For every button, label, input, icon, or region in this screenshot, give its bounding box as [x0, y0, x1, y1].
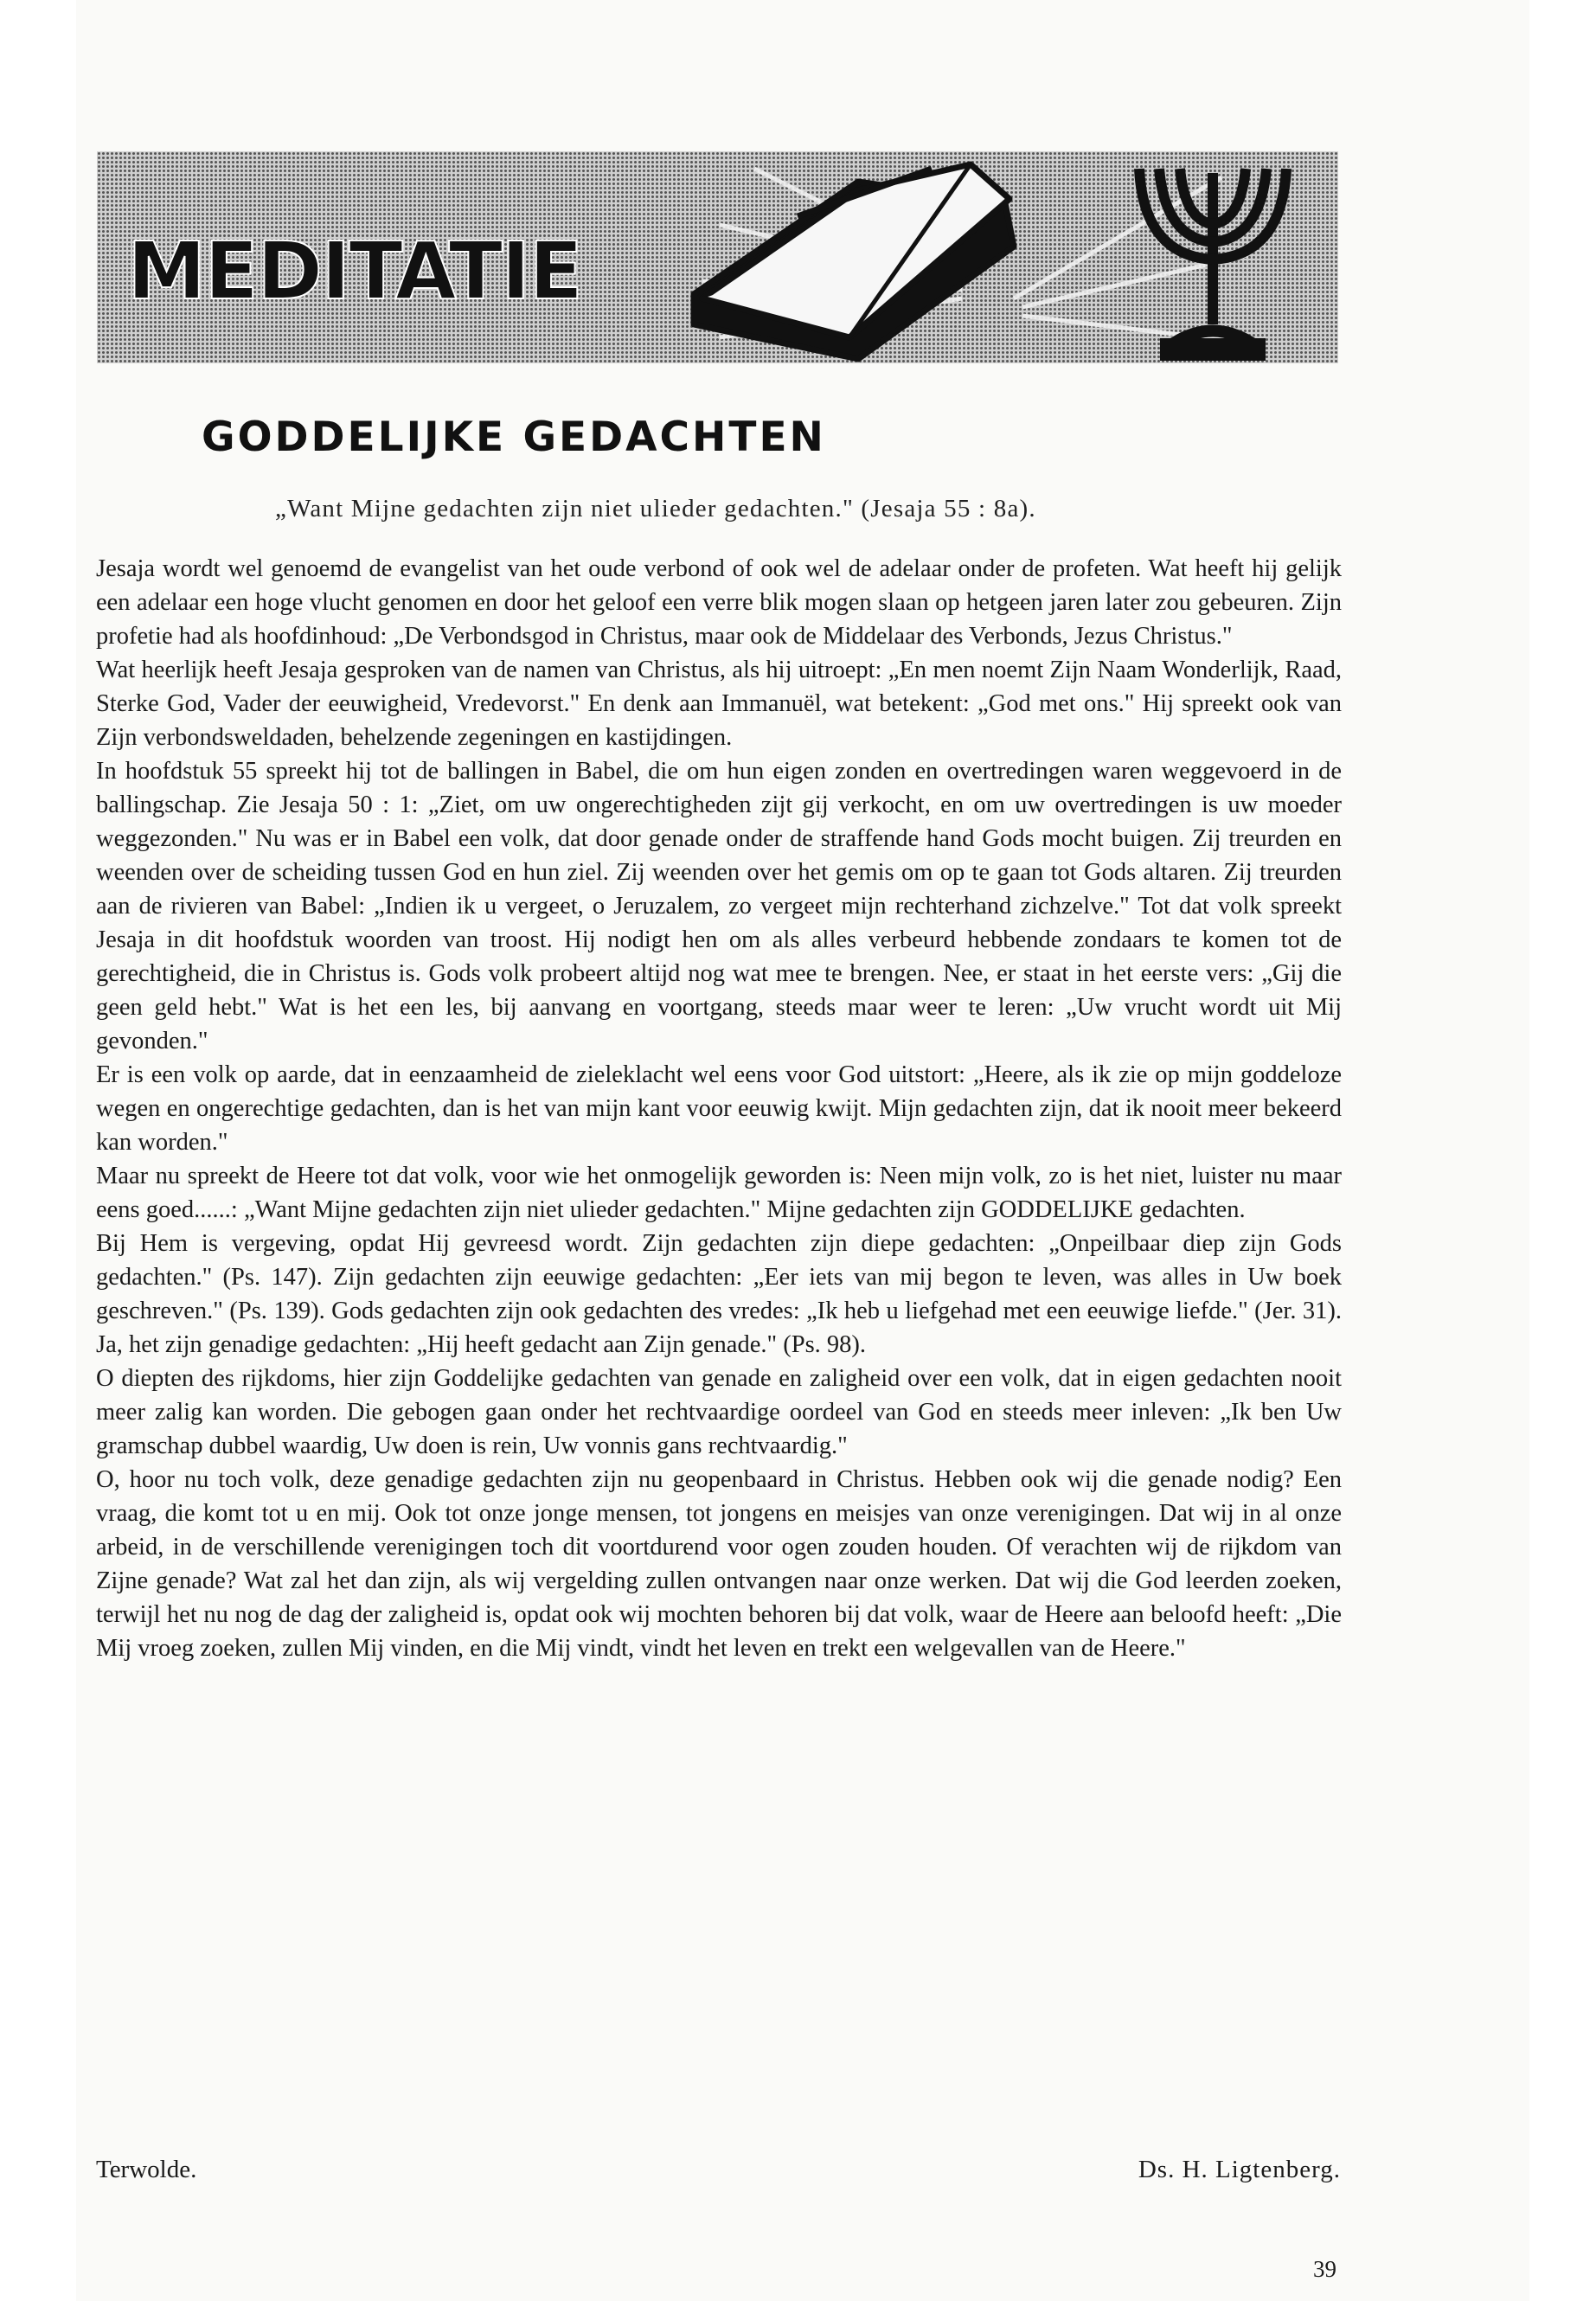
epigraph: „Want Mijne gedachten zijn niet ulieder gedachten." (Jesaja 55 : 8a).: [275, 495, 1036, 522]
paragraph: In hoofdstuk 55 spreekt hij tot de ballingen in Babel, die om hun eigen zonden en overtredingen waren weggevoerd in de ballingschap. Zie Jesaja 50 : 1: „Ziet, om uw ongerechtigheden zijt gij verkocht, en om uw overtredingen is uw moeder weggezonden." Nu was er in Babel een volk, dat door genade onder de straffende hand Gods mocht buigen. Zij treurden en weenden over de scheiding tussen God en hun ziel. Zij weenden over het gemis om op te gaan tot Gods altaren. Zij treurden aan de rivieren van Babel: „Indien ik u vergeet, o Jeruzalem, zo vergeet mijn rechterhand zichzelve." Tot dat volk spreekt Jesaja in dit hoofdstuk woorden van troost. Hij nodigt hen om als alles verbeurd hebbende zondaars te komen tot de gerechtigheid, die in Christus is. Gods volk probeert altijd nog wat mee te brengen. Nee, er staat in het eerste vers: „Gij die geen geld hebt." Wat is het een les, bij aanvang en voortgang, steeds maar weer te leren: „Uw vrucht wordt uit Mij gevonden.": [96, 758, 1342, 1054]
paragraph: O, hoor nu toch volk, deze genadige gedachten zijn nu geopenbaard in Christus. Hebben ook wij die genade nodig? Een vraag, die komt tot u en mij. Ook tot onze jonge mensen, tot jongens en meisjes van onze verenigingen. Dat wij in al onze arbeid, in de verschillende verenigingen toch dit voortdurend voor ogen zouden houden. Of verachten wij de rijkdom van Zijne genade? Wat zal het dan zijn, als wij vergelding zullen ontvangen naar onze werken. Dat wij die God leerden zoeken, terwijl het nu nog de dag der zaligheid is, opdat ook wij mochten behoren bij dat volk, waar de Heere aan beloofd heeft: „Die Mij vroeg zoeken, zullen Mij vinden, en die Mij vindt, vindt het leven en trekt een welgevallen van de Heere.": [96, 1466, 1342, 1662]
paragraph: O diepten des rijkdoms, hier zijn Goddelijke gedachten van genade en zaligheid over een volk, dat in eigen gedachten nooit meer zalig kan worden. Die gebogen gaan onder het rechtvaardige oordeel van God en steeds meer inleven: „Ik ben Uw gramschap dubbel waardig, Uw doen is rein, Uw vonnis gans rechtvaardig.": [96, 1365, 1342, 1459]
author-signature: Ds. H. Ligtenberg.: [1138, 2156, 1341, 2183]
article-body: [96, 552, 1342, 1665]
paragraph: Jesaja wordt wel genoemd de evangelist van het oude verbond of ook wel de adelaar onder de profeten. Wat heeft hij gelijk een adelaar een hoge vlucht genomen en door het geloof een verre blik mogen slaan op hetgeen jaren later zou gebeuren. Zijn profetie had als hoofdinhoud: „De Verbondsgod in Christus, maar ook de Middelaar des Verbonds, Jezus Christus.": [96, 555, 1342, 650]
place-name: Terwolde.: [96, 2156, 197, 2183]
paragraph: Bij Hem is vergeving, opdat Hij gevreesd wordt. Zijn gedachten zijn diepe gedachten: „Onpeilbaar diep zijn Gods gedachten." (Ps. 147). Zijn gedachten zijn eeuwige gedachten: „Eer iets van mij begon te leven, was alles in Uw boek geschreven." (Ps. 139). Gods gedachten zijn ook gedachten des vredes: „Ik heb u liefgehad met een eeuwige liefde." (Jer. 31). Ja, het zijn genadige gedachten: „Hij heeft gedacht aan Zijn genade." (Ps. 98).: [96, 1230, 1342, 1358]
article-title: GODDELIJKE GEDACHTEN: [202, 413, 826, 461]
paragraph: Maar nu spreekt de Heere tot dat volk, voor wie het onmogelijk geworden is: Neen mijn volk, zo is het niet, luister nu maar eens goed......: „Want Mijne gedachten zijn niet ulieder gedachten." Mijne gedachten zijn GODDELIJKE gedachten.: [96, 1163, 1342, 1223]
banner-word: MEDITATIE: [127, 225, 581, 317]
paragraph: Er is een volk op aarde, dat in eenzaamheid de zieleklacht wel eens voor God uitstort: „Heere, als ik zie op mijn goddeloze wegen en ongerechtige gedachten, dan is het van mijn kant voor eeuwig kwijt. Mijn gedachten zijn, dat ik nooit meer bekeerd kan worden.": [96, 1061, 1342, 1156]
page-number: 39: [1313, 2256, 1336, 2282]
meditatie-banner: [97, 151, 1338, 363]
paragraph: Wat heerlijk heeft Jesaja gesproken van de namen van Christus, als hij uitroept: „En men noemt Zijn Naam Wonderlijk, Raad, Sterke God, Vader der eeuwigheid, Vredevorst." En denk aan Immanuël, wat betekent: „God met ons." Hij spreekt ook van Zijn verbondsweldaden, behelzende zegeningen en kastijdingen.: [96, 657, 1342, 751]
